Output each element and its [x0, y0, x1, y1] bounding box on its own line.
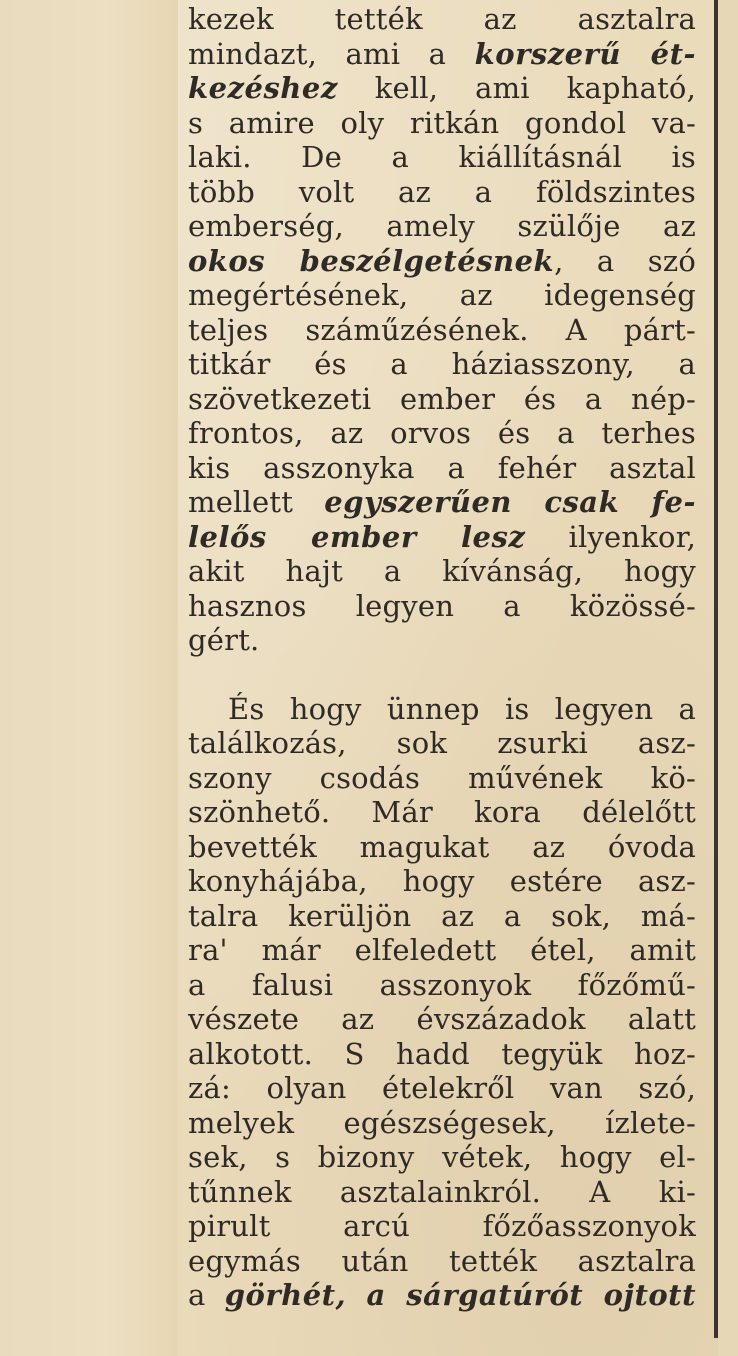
text-run: korszerű ét-	[474, 36, 696, 71]
text-run: kis asszonyka a fehér asztal	[188, 450, 696, 485]
text-line	[188, 899, 696, 934]
text-run: szony csodás művének kö-	[188, 760, 696, 795]
text-run: okos beszélgetésnek	[188, 243, 555, 278]
paragraph-1	[188, 2, 696, 658]
text-run: szönhető. Már kora délelőtt	[188, 795, 696, 829]
text-line	[188, 1278, 696, 1313]
text-run: tűnnek asztalainkról. A ki-	[188, 1174, 696, 1209]
paragraph-2	[188, 692, 696, 1313]
text-line	[188, 1037, 696, 1072]
text-run: titkár és a háziasszony, a	[188, 347, 696, 381]
left-margin-blank	[0, 0, 178, 1356]
text-line	[188, 416, 696, 451]
text-run: , a szó	[554, 243, 696, 278]
text-line	[188, 968, 696, 1003]
text-line	[188, 1244, 696, 1279]
text-run: lelős ember lesz	[188, 519, 526, 554]
text-line	[188, 2, 696, 37]
text-run: a	[188, 1278, 225, 1312]
text-run: hasznos legyen a közössé-	[188, 588, 696, 623]
text-line	[188, 209, 696, 244]
text-line	[188, 244, 696, 279]
text-run: szövetkezeti ember és a nép-	[188, 381, 696, 416]
text-line	[188, 623, 696, 658]
text-line	[188, 451, 696, 486]
text-line	[188, 37, 696, 72]
text-line	[188, 830, 696, 865]
text-line	[188, 761, 696, 796]
text-line	[188, 726, 696, 761]
text-run: pirult arcú főzőasszonyok	[188, 1209, 696, 1243]
text-line	[188, 1209, 696, 1244]
text-run: teljes száműzésének. A párt-	[188, 312, 696, 347]
text-run: ra' már elfeledett étel, amit	[188, 933, 696, 967]
text-run: s amire oly ritkán gondol va-	[188, 105, 696, 140]
text-run: mellett	[188, 485, 325, 519]
text-run: találkozás, sok zsurki asz-	[188, 726, 696, 760]
text-line	[188, 485, 696, 520]
text-line	[188, 278, 696, 313]
text-run: görhét, a sárgatúrót ojtott	[224, 1278, 696, 1312]
text-line	[188, 933, 696, 968]
text-run: zá: olyan ételekről van szó,	[188, 1071, 696, 1105]
text-run: megértésének, az idegenség	[188, 278, 696, 312]
text-line	[188, 864, 696, 899]
text-run: konyhájába, hogy estére asz-	[188, 864, 696, 898]
text-run: kell, ami kapható,	[337, 71, 696, 105]
text-run: vészete az évszázadok alatt	[188, 1002, 696, 1036]
text-line	[188, 589, 696, 624]
text-run: alkotott. S hadd tegyük hoz-	[188, 1036, 696, 1071]
text-run: sek, s bizony vétek, hogy el-	[188, 1140, 696, 1174]
text-run: egymás után tették asztalra	[188, 1243, 696, 1278]
text-line	[188, 347, 696, 382]
text-line	[188, 1071, 696, 1106]
text-line	[188, 692, 696, 727]
text-run: kezek tették az asztalra	[188, 2, 696, 36]
right-margin	[718, 0, 738, 1356]
text-run: egyszerűen csak fe-	[324, 485, 696, 519]
text-line	[188, 1106, 696, 1141]
text-run: gért.	[188, 623, 260, 657]
text-run: melyek egészségesek, ízlete-	[188, 1105, 696, 1140]
text-line	[188, 175, 696, 210]
text-run: emberség, amely szülője az	[188, 209, 696, 243]
text-run: bevették magukat az óvoda	[188, 829, 696, 864]
text-line	[188, 520, 696, 555]
text-line	[188, 1002, 696, 1037]
text-line	[188, 140, 696, 175]
paragraph-gap	[188, 658, 696, 692]
text-run: laki. De a kiállításnál is	[188, 140, 696, 174]
text-run: talra kerüljön az a sok, má-	[188, 898, 696, 933]
text-line	[188, 382, 696, 417]
article-column	[188, 2, 696, 1313]
text-run: a falusi asszonyok főzőmű-	[188, 967, 696, 1002]
text-line	[188, 106, 696, 141]
text-run: akit hajt a kívánság, hogy	[188, 554, 696, 588]
text-line	[188, 313, 696, 348]
text-line	[188, 554, 696, 589]
text-line	[188, 1140, 696, 1175]
text-run: kezéshez	[188, 71, 338, 105]
text-run: frontos, az orvos és a terhes	[188, 416, 696, 450]
text-line	[188, 1175, 696, 1210]
text-run: És hogy ünnep is legyen a	[228, 691, 696, 726]
text-run: ilyenkor,	[525, 519, 696, 554]
text-run: mindazt, ami a	[188, 36, 475, 71]
text-run: több volt az a földszintes	[188, 174, 696, 209]
text-line	[188, 71, 696, 106]
text-line	[188, 795, 696, 830]
